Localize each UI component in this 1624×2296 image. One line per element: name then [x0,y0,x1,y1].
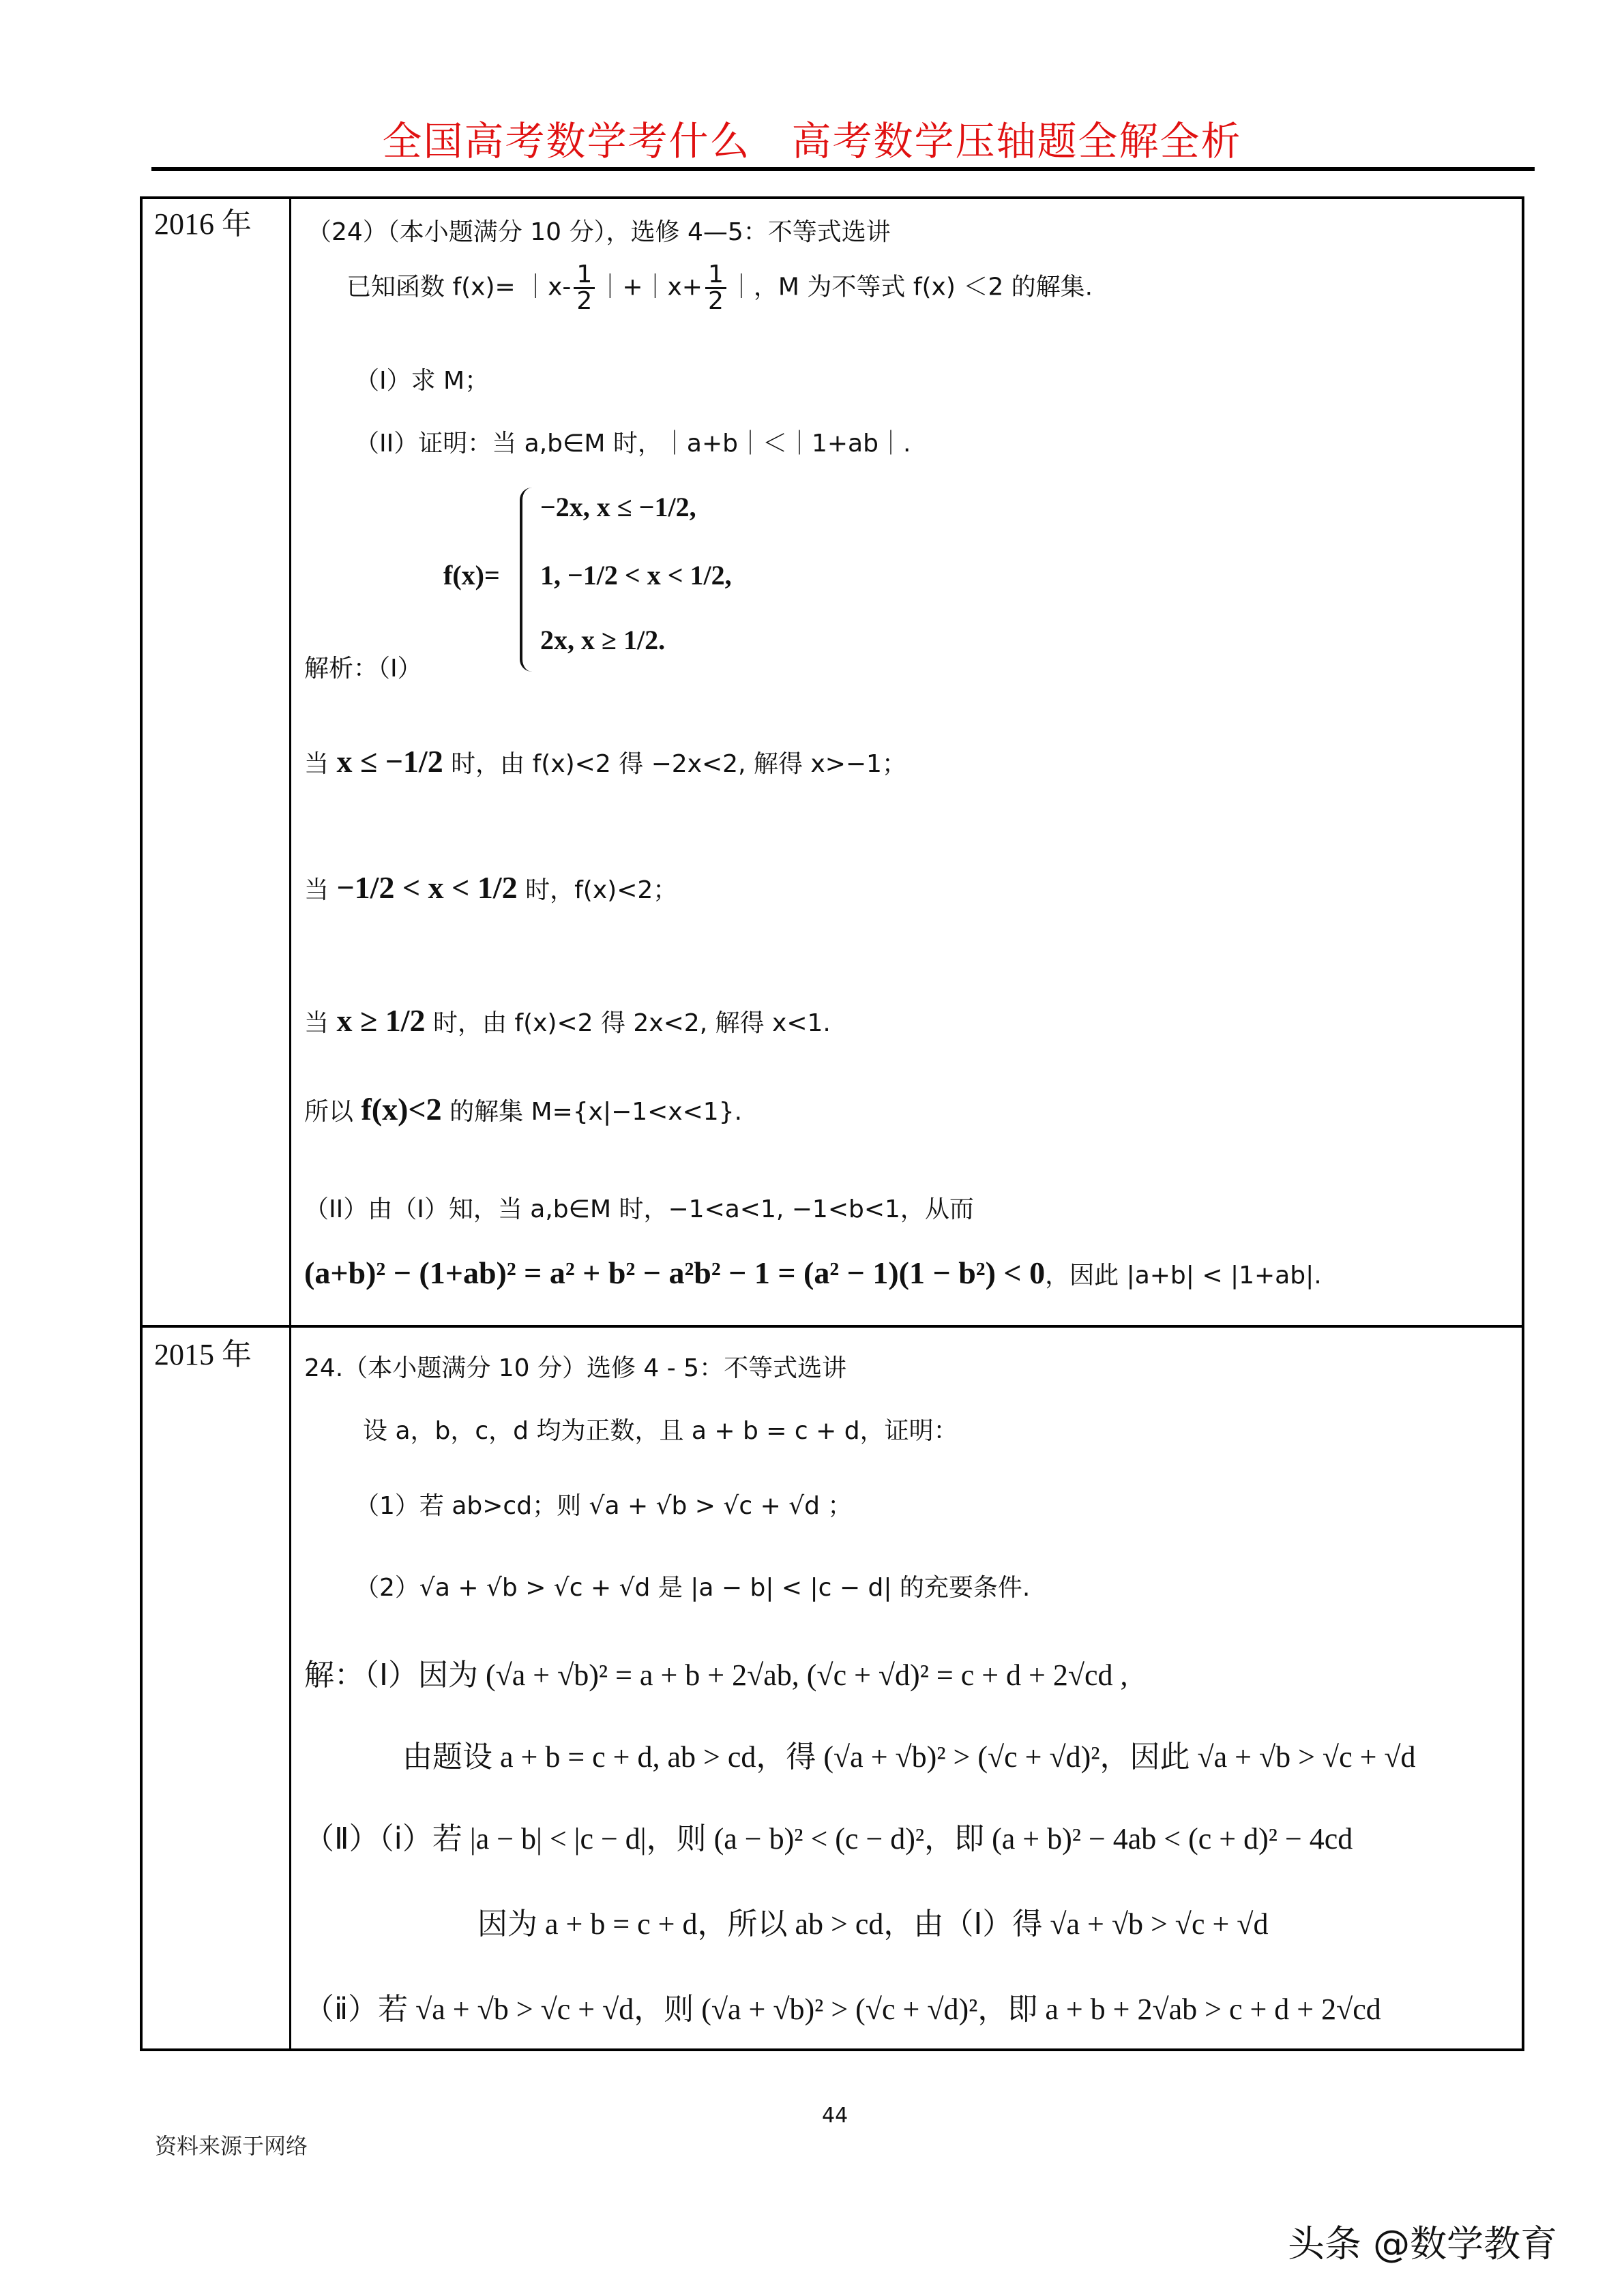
piecewise-lhs: f(x)= [443,560,500,591]
solution-line: （Ⅱ）（ⅰ）若 |a − b| < |c − d|，则 (a − b)² < (c − d)²，即 (a + b)² − 4ab < (c + d)² − 4cd [304,1822,1353,1855]
problem-stem-2015: 设 a，b，c，d 均为正数，且 a + b = c + d，证明： [363,1417,958,1445]
page-number: 44 [822,2104,848,2128]
solution-step: 当 −1/2 < x < 1/2 时，f(x)<2； [304,870,678,905]
problem-heading-2015: 24.（本小题满分 10 分）选修 4 - 5：不等式选讲 [304,1354,847,1382]
year-cell-2016: 2016 年 [154,207,252,241]
solution-line: 由题设 a + b = c + d, ab > cd，得 (√a + √b)² > (√c + √d)²，因此 √a + √b > √c + √d [402,1740,1416,1774]
solution-line: （ⅱ）若 √a + √b > √c + √d，则 (√a + √b)² > (√c + √d)²，即 a + b + 2√ab > c + d + 2√cd [304,1993,1381,2026]
part2-equation-2016: (a+b)² − (1+ab)² = a² + b² − a²b² − 1 = (a² − 1)(1 − b²) < 0，因此 |a+b| < |1+ab|. [304,1255,1322,1290]
left-brace [520,488,532,672]
part1-question-2015: （1）若 ab>cd；则 √a + √b > √c + √d ； [355,1492,853,1520]
title-right: 高考数学压轴题全解全析 [791,118,1242,164]
piecewise-case-2: 1, −1/2 < x < 1/2, [540,560,732,591]
piecewise-case-1: −2x, x ≤ −1/2, [540,492,696,522]
solution-step: 所以 f(x)<2 的解集 M={x|−1<x<1}. [304,1092,743,1127]
fraction-half: $\frac{1}{2}$ [574,263,595,314]
solution-line: 解：（Ⅰ）因为 (√a + √b)² = a + b + 2√ab, (√c + √d)² = c + d + 2√cd , [304,1658,1128,1692]
title-left: 全国高考数学考什么 [382,118,751,164]
column-divider [289,196,291,2051]
part2-solution-2016: （II）由（I）知，当 a,b∈M 时，−1<a<1, −1<b<1，从而 [304,1195,974,1223]
row-divider [140,1325,1524,1328]
solution-step: 当 x ≤ −1/2 时，由 f(x)<2 得 −2x<2, 解得 x>−1； [304,744,906,779]
fraction-half: $\frac{1}{2}$ [705,263,726,314]
part1-question-2016: （I）求 M； [355,367,490,395]
year-cell-2015: 2015 年 [154,1338,252,1371]
source-note: 资料来源于网络 [155,2133,308,2159]
watermark: 头条 @数学教育 [1288,2222,1558,2265]
problem-heading-2016: （24）（本小题满分 10 分），选修 4—5：不等式选讲 [307,218,891,246]
solution-step: 当 x ≥ 1/2 时，由 f(x)<2 得 2x<2, 解得 x<1. [304,1003,831,1038]
problem-stem-2016: 已知函数 f(x)= ｜x- $\frac{1}{2}$ ｜+｜x+ $\frac{1}{2}$ ｜，M 为不等式 f(x) ＜2 的解集. [346,260,1093,315]
piecewise-case-3: 2x, x ≥ 1/2. [540,625,666,655]
solution-line: 因为 a + b = c + d，所以 ab > cd，由（Ⅰ）得 √a + √b > √c + √d [477,1907,1269,1941]
header-rule [151,167,1535,171]
part2-question-2016: （II）证明：当 a,b∈M 时，｜a+b｜＜｜1+ab｜. [355,430,911,458]
solution-label-2016: 解析：（I） [304,655,422,683]
page-title [0,109,1624,166]
part2-question-2015: （2）√a + √b > √c + √d 是 |a − b| < |c − d| 的充要条件. [355,1574,1031,1602]
